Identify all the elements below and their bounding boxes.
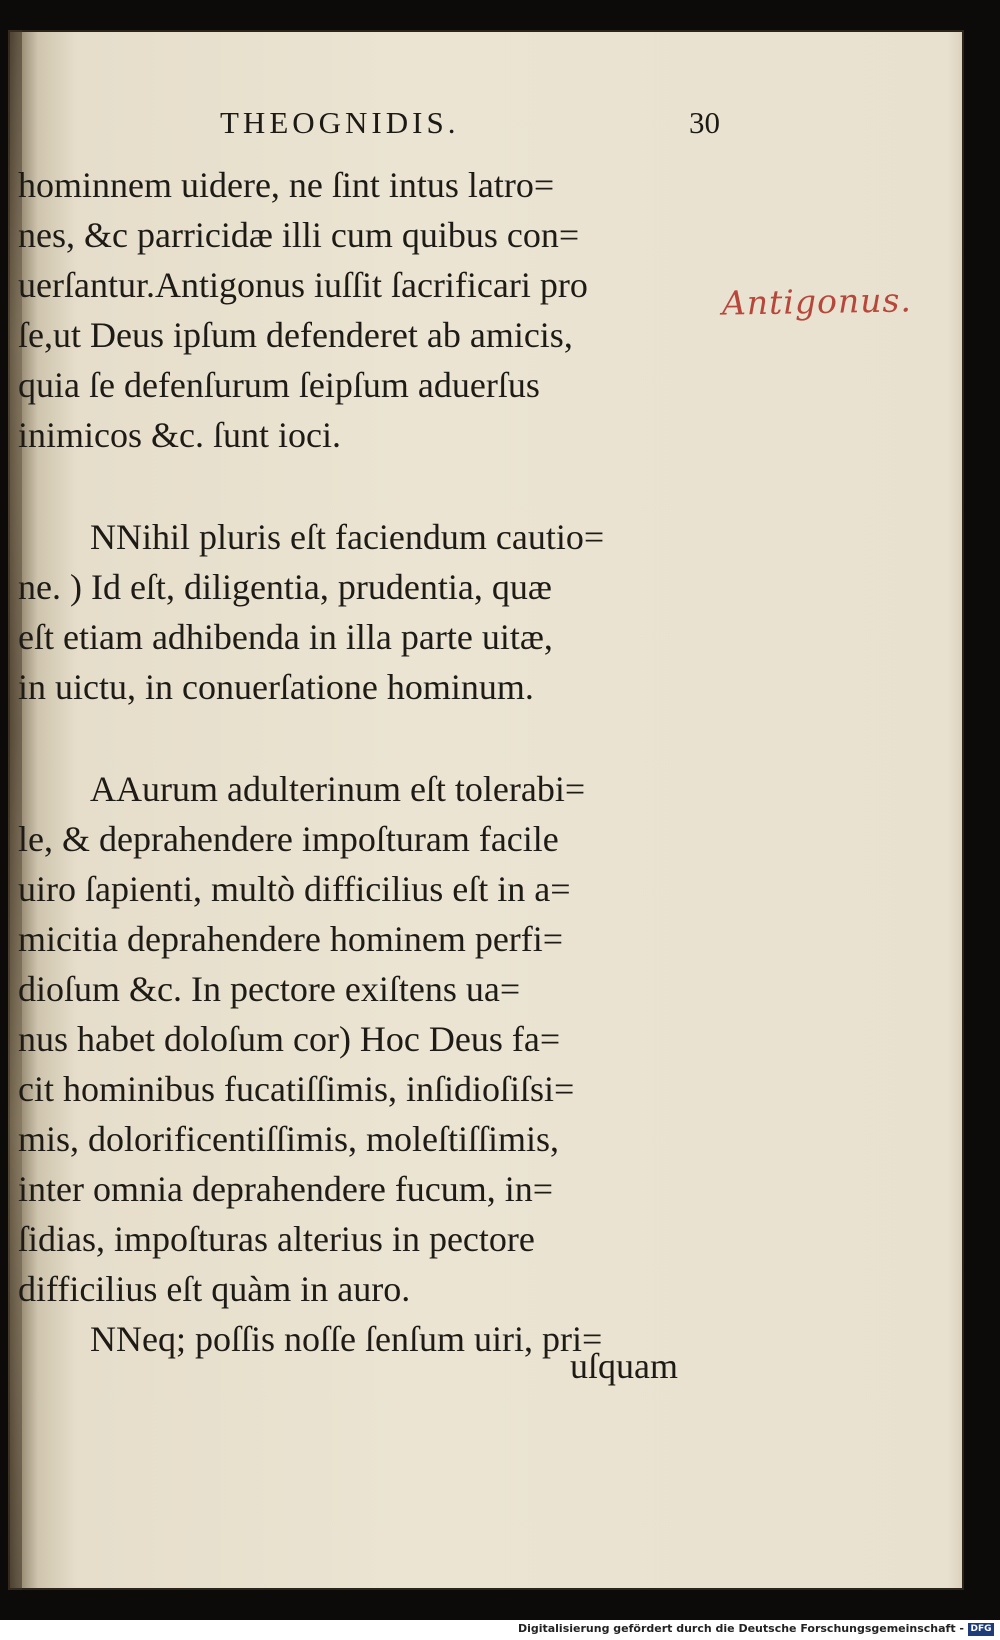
handwritten-marginal-note: Antigonus. <box>721 280 913 323</box>
text-line: le, & deprahendere impoſturam facile <box>18 819 559 859</box>
text-line: cit hominibus fucatiſſimis, inſidioſiſsi= <box>18 1069 575 1109</box>
text-line: inimicos &c. ſunt ioci. <box>18 415 341 455</box>
catchword: uſquam <box>570 1346 678 1386</box>
text-line: uiro ſapienti, multò difficilius eſt in a= <box>18 869 571 909</box>
text-line: uerſantur.Antigonus iuſſit ſacrificari pro <box>18 265 588 305</box>
paragraph-gap <box>18 460 718 512</box>
text-line: micitia deprahendere hominem perfi= <box>18 919 564 959</box>
dfg-logo-icon: DFG <box>968 1623 994 1636</box>
page-number: 30 <box>689 105 720 140</box>
text-line: in uictu, in conuerſatione hominum. <box>18 667 534 707</box>
text-line: eſt etiam adhibenda in illa parte uitæ, <box>18 617 553 657</box>
text-line: ſidias, impoſturas alterius in pectore <box>18 1219 535 1259</box>
page-header <box>220 105 720 145</box>
text-line: NNeq; poſſis noſſe ſenſum uiri, pri= <box>90 1319 603 1359</box>
paragraph-1 <box>18 160 718 460</box>
text-line: difficilius eſt quàm in auro. <box>18 1269 411 1309</box>
text-line: NNihil pluris eſt faciendum cautio= <box>90 517 605 557</box>
text-line: quia ſe defenſurum ſeipſum aduerſus <box>18 365 540 405</box>
paragraph-3 <box>18 764 718 1314</box>
text-line: ne. ) Id eſt, diligentia, prudentia, quæ <box>18 567 552 607</box>
digitization-credit: Digitalisierung gefördert durch die Deutsche Forschungsgemeinschaft - <box>517 1622 964 1635</box>
text-line: mis, dolorificentiſſimis, moleſtiſſimis, <box>18 1119 559 1159</box>
running-title: THEOGNIDIS. <box>220 105 460 140</box>
text-line: AAurum adulterinum eſt tolerabi= <box>90 769 586 809</box>
paragraph-gap <box>18 712 718 764</box>
text-line: inter omnia deprahendere fucum, in= <box>18 1169 554 1209</box>
text-line: nus habet doloſum cor) Hoc Deus fa= <box>18 1019 561 1059</box>
body-text <box>18 160 718 1364</box>
text-line: nes, &c parricidæ illi cum quibus con= <box>18 215 580 255</box>
text-line: dioſum &c. In pectore exiſtens ua= <box>18 969 521 1009</box>
text-line: hominnem uidere, ne ſint intus latro= <box>18 165 555 205</box>
text-line: ſe,ut Deus ipſum defenderet ab amicis, <box>18 315 573 355</box>
paragraph-2 <box>18 512 718 712</box>
